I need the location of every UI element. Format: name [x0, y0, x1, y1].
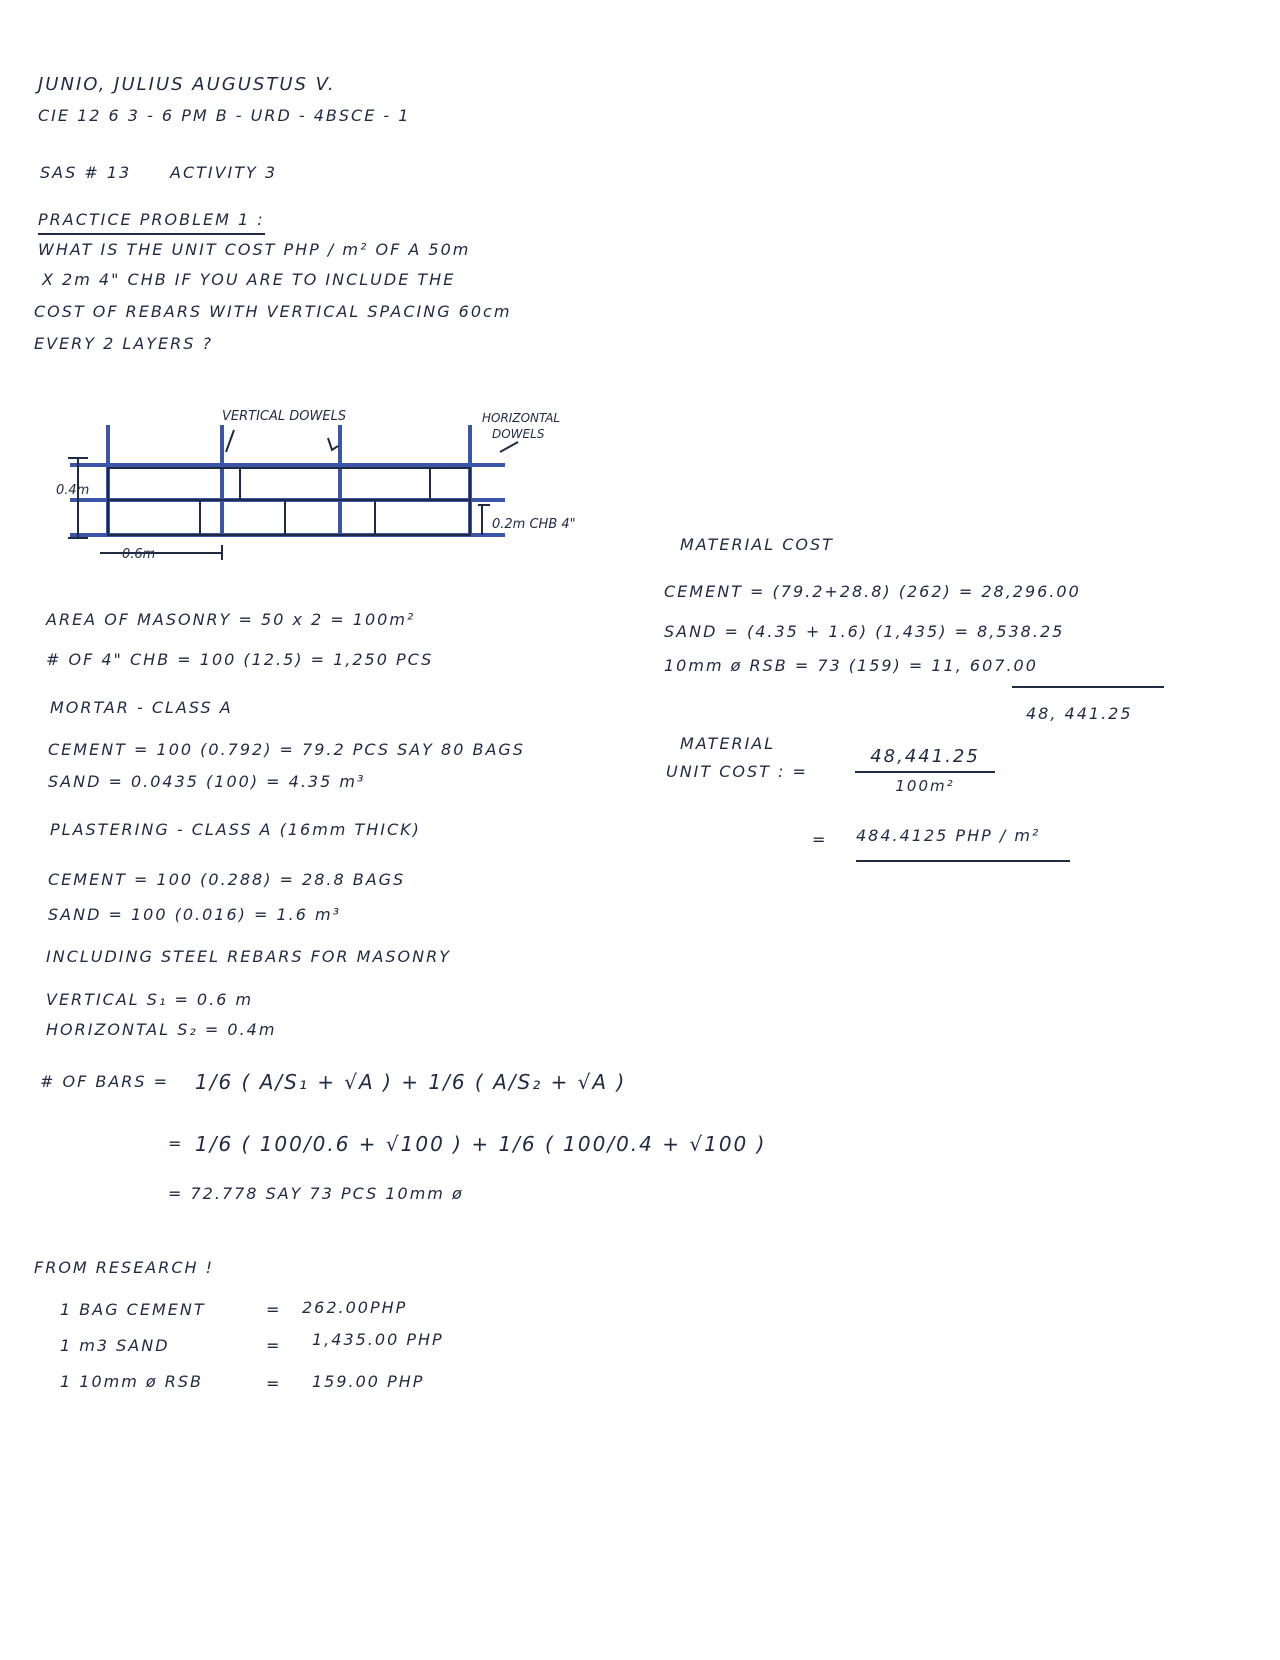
mortar-sand: SAND = 0.0435 (100) = 4.35 m³ [48, 772, 366, 791]
eq-sign: = [266, 1336, 282, 1355]
problem-line-4: EVERY 2 LAYERS ? [34, 334, 213, 353]
rsb-price-label: 1 10mm ø RSB [60, 1372, 204, 1391]
mortar-cement: CEMENT = 100 (0.792) = 79.2 PCS SAY 80 BAGS [48, 740, 525, 759]
bars-eq-sign: = [168, 1134, 184, 1153]
problem-line-1: WHAT IS THE UNIT COST PHP / m² OF A 50m [38, 240, 471, 259]
unit-cost-label-2: UNIT COST : = [666, 762, 808, 781]
material-cost-heading: MATERIAL COST [680, 535, 834, 554]
vertical-dowels-label: VERTICAL DOWELS [222, 409, 347, 424]
spacing-label: 0.6m [122, 547, 156, 562]
course-line: CIE 12 6 3 - 6 PM B - URD - 4BSCE - 1 [38, 106, 411, 125]
horizontal-dowels-label-2: DOWELS [492, 427, 545, 441]
sas-number: SAS # 13 [40, 163, 132, 182]
activity-title: ACTIVITY 3 [170, 163, 278, 182]
plaster-cement: CEMENT = 100 (0.288) = 28.8 BAGS [48, 870, 406, 889]
cement-price-value: 262.00PHP [302, 1298, 408, 1317]
bars-label: # OF BARS = [40, 1072, 170, 1091]
sand-price-value: 1,435.00 PHP [312, 1330, 444, 1349]
horizontal-dowels-label-1: HORIZONTAL [482, 411, 561, 425]
sand-cost: SAND = (4.35 + 1.6) (1,435) = 8,538.25 [664, 622, 1065, 641]
rsb-cost: 10mm ø RSB = 73 (159) = 11, 607.00 [664, 656, 1038, 675]
cement-price-label: 1 BAG CEMENT [60, 1300, 206, 1319]
student-name: JUNIO, JULIUS AUGUSTUS V. [38, 74, 336, 95]
result-underline [856, 860, 1070, 862]
material-total: 48, 441.25 [1026, 704, 1133, 723]
rsb-price-value: 159.00 PHP [312, 1372, 425, 1391]
wall-height-label: 0.4m [56, 483, 90, 498]
unit-cost-fraction [850, 746, 1000, 795]
plaster-sand: SAND = 100 (0.016) = 1.6 m³ [48, 905, 341, 924]
vertical-spacing: VERTICAL S₁ = 0.6 m [46, 990, 254, 1009]
mortar-heading: MORTAR - CLASS A [50, 698, 233, 717]
chb-label: 0.2m CHB 4" [492, 517, 576, 532]
masonry-wall-diagram [0, 390, 680, 590]
problem-line-2: X 2m 4" CHB IF YOU ARE TO INCLUDE THE [42, 270, 456, 289]
horizontal-spacing: HORIZONTAL S₂ = 0.4m [46, 1020, 277, 1039]
chb-blocks [68, 430, 518, 560]
eq-sign: = [266, 1300, 282, 1319]
masonry-area: AREA OF MASONRY = 50 x 2 = 100m² [46, 610, 416, 629]
unit-cost-label-1: MATERIAL [680, 734, 776, 753]
problem-heading: PRACTICE PROBLEM 1 : [38, 210, 265, 235]
unit-cost-numerator: 48,441.25 [870, 746, 980, 767]
sum-rule [1012, 686, 1164, 688]
fraction-bar [855, 771, 995, 773]
bars-result: = 72.778 SAY 73 PCS 10mm ø [168, 1184, 464, 1203]
plastering-heading: PLASTERING - CLASS A (16mm THICK) [50, 820, 421, 839]
cement-cost: CEMENT = (79.2+28.8) (262) = 28,296.00 [664, 582, 1081, 601]
eq-sign: = [266, 1374, 282, 1393]
chb-count: # OF 4" CHB = 100 (12.5) = 1,250 PCS [46, 650, 434, 669]
eq-sign: = [812, 830, 828, 849]
bars-formula: 1/6 ( A/S₁ + √A ) + 1/6 ( A/S₂ + √A ) [195, 1070, 627, 1094]
unit-cost-denominator: 100m² [895, 777, 955, 795]
research-heading: FROM RESEARCH ! [34, 1258, 215, 1277]
including-rebars: INCLUDING STEEL REBARS FOR MASONRY [46, 947, 451, 966]
unit-cost-result: 484.4125 PHP / m² [856, 826, 1041, 845]
sand-price-label: 1 m3 SAND [60, 1336, 170, 1355]
problem-line-3: COST OF REBARS WITH VERTICAL SPACING 60cm [34, 302, 512, 321]
dowel-lines [70, 425, 505, 535]
bars-substitution: 1/6 ( 100/0.6 + √100 ) + 1/6 ( 100/0.4 + √100 ) [195, 1132, 767, 1156]
